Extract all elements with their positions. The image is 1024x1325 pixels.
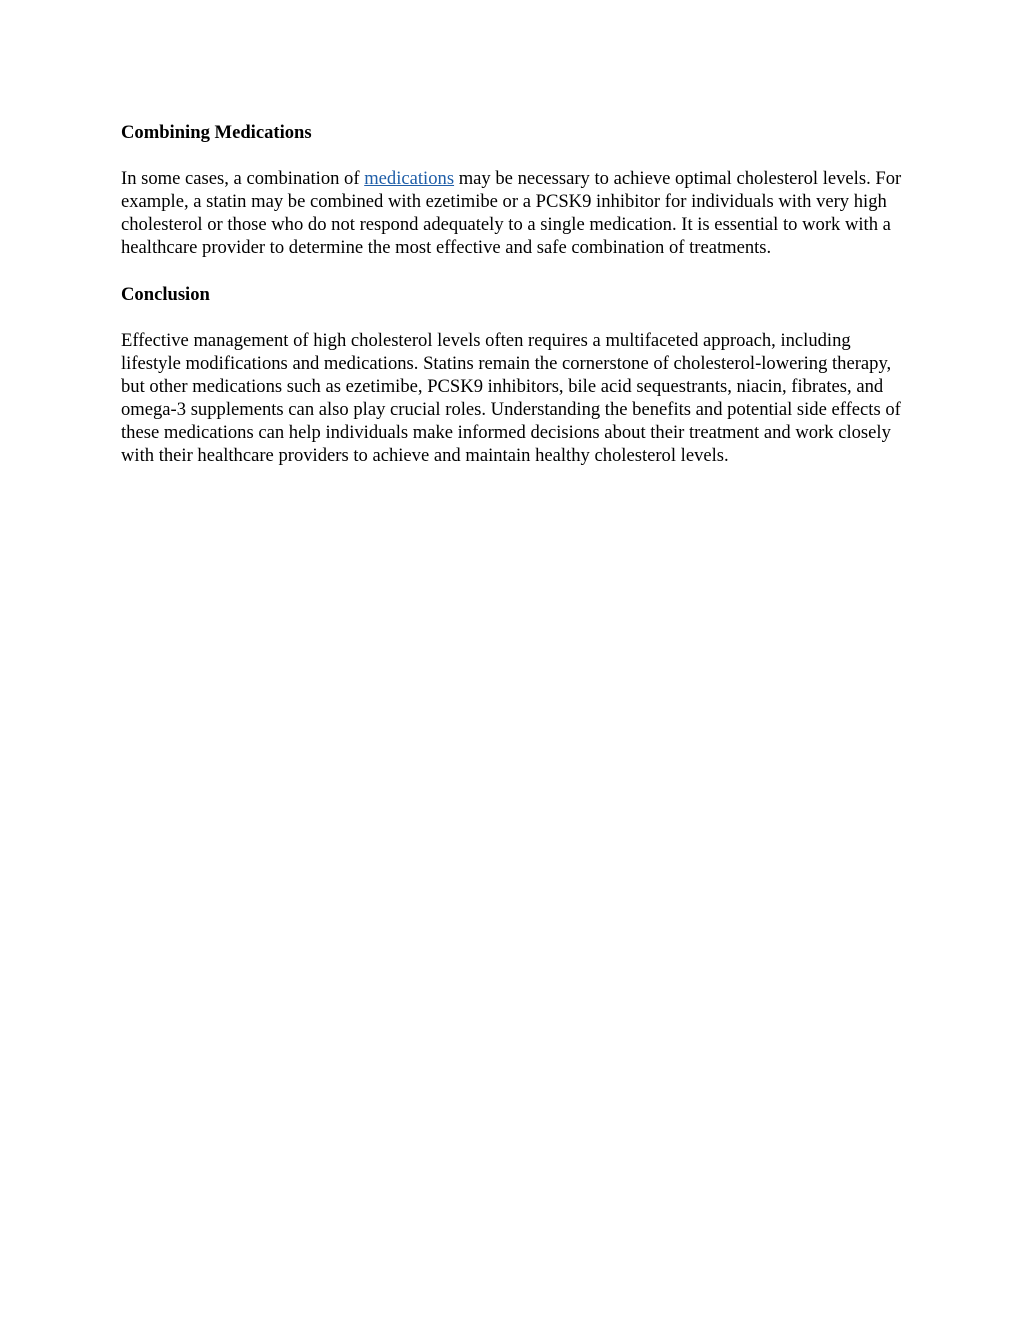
section-heading-combining-medications: Combining Medications <box>121 122 312 143</box>
combining-medications-paragraph <box>121 167 906 259</box>
document-body <box>121 121 906 467</box>
conclusion-paragraph: Effective management of high cholesterol levels often requires a multifaceted approach, including lifestyle modifications and medications. Statins remain the cornerstone of cholesterol-lowering therapy, but other medications such as ezetimibe, PCSK9 inhibitors, bile acid sequestrants, niacin, fibrates, and omega-3 supplements can also play crucial roles. Understanding the benefits and potential side effects of these medications can help individuals make informed decisions about their treatment and work closely with their healthcare providers to achieve and maintain healthy cholesterol levels. <box>121 329 901 467</box>
medications-link[interactable]: medications <box>364 168 455 190</box>
paragraph-text-before-link: In some cases, a combination of <box>121 168 365 190</box>
paragraph-text-after-link: may be necessary to achieve optimal cholesterol levels. For example, a statin may be combined with ezetimibe or a PCSK9 inhibitor for individuals with very high cholesterol or those who do not respond adequately to a single medication. It is essential to work with a healthcare provider to determine the most effective and safe combination of treatments. <box>121 168 902 259</box>
paragraph-spacer <box>121 260 906 283</box>
section-heading-conclusion: Conclusion <box>121 283 210 305</box>
paragraph-spacer <box>121 306 906 329</box>
paragraph-spacer <box>121 144 906 167</box>
